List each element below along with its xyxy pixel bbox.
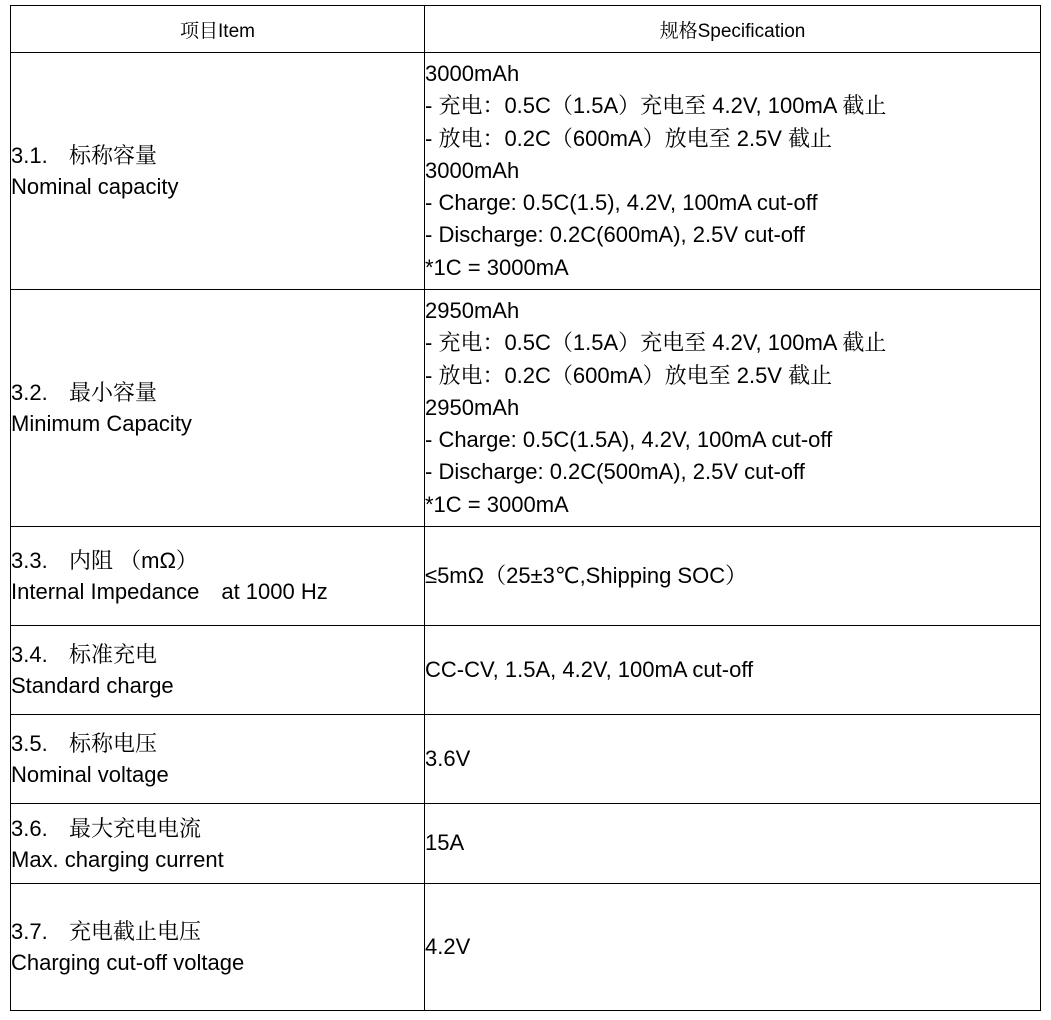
item-cell bbox=[11, 884, 425, 1011]
spec-line: - Charge: 0.5C(1.5), 4.2V, 100mA cut-off bbox=[425, 190, 818, 216]
spec-line: CC-CV, 1.5A, 4.2V, 100mA cut-off bbox=[425, 656, 754, 682]
specification-table bbox=[10, 5, 1041, 1011]
item-title-cn: 3.5. 标称电压 bbox=[11, 731, 158, 756]
item-title-en: Max. charging current bbox=[11, 846, 224, 872]
item-title-en: Nominal voltage bbox=[11, 762, 169, 787]
item-title-cn: 3.2. 最小容量 bbox=[11, 380, 158, 405]
item-title-en: Standard charge bbox=[11, 673, 174, 698]
item-cell bbox=[11, 715, 425, 804]
spec-line: 4.2V bbox=[425, 933, 471, 959]
item-title-cn: 3.1. 标称容量 bbox=[11, 143, 158, 168]
spec-cell bbox=[425, 527, 1041, 626]
spec-cell bbox=[425, 626, 1041, 715]
item-title-cn: 3.4. 标准充电 bbox=[11, 642, 158, 667]
spec-column-header: 规格Specification bbox=[425, 6, 1041, 53]
spec-line: 3000mAh bbox=[425, 61, 520, 87]
spec-line: *1C = 3000mA bbox=[425, 491, 569, 517]
spec-line: - 充电：0.5C（1.5A）充电至 4.2V, 100mA 截止 bbox=[425, 93, 887, 119]
spec-line: - Discharge: 0.2C(500mA), 2.5V cut-off bbox=[425, 459, 805, 485]
spec-line: - 充电：0.5C（1.5A）充电至 4.2V, 100mA 截止 bbox=[425, 330, 887, 356]
spec-cell bbox=[425, 884, 1041, 1011]
spec-line: - 放电：0.2C（600mA）放电至 2.5V 截止 bbox=[425, 362, 833, 388]
spec-cell bbox=[425, 53, 1041, 290]
header-row bbox=[11, 6, 1041, 53]
table-row bbox=[11, 715, 1041, 804]
spec-cell bbox=[425, 290, 1041, 527]
item-title-en: Internal Impedance at 1000 Hz bbox=[11, 579, 328, 604]
item-cell bbox=[11, 527, 425, 626]
spec-line: - 放电：0.2C（600mA）放电至 2.5V 截止 bbox=[425, 125, 833, 151]
table-row bbox=[11, 804, 1041, 884]
spec-line: 15A bbox=[425, 830, 465, 856]
spec-line: 2950mAh bbox=[425, 394, 520, 420]
table-row bbox=[11, 53, 1041, 290]
spec-cell bbox=[425, 804, 1041, 884]
table-row bbox=[11, 290, 1041, 527]
table-row bbox=[11, 626, 1041, 715]
item-title-en: Minimum Capacity bbox=[11, 411, 192, 436]
item-cell bbox=[11, 804, 425, 884]
item-title-en: Charging cut-off voltage bbox=[11, 950, 245, 975]
spec-line: 3.6V bbox=[425, 745, 471, 771]
item-title-cn: 3.7. 充电截止电压 bbox=[11, 919, 202, 944]
spec-cell bbox=[425, 715, 1041, 804]
item-cell bbox=[11, 626, 425, 715]
table-row bbox=[11, 527, 1041, 626]
table-row bbox=[11, 884, 1041, 1011]
spec-line: - Discharge: 0.2C(600mA), 2.5V cut-off bbox=[425, 222, 805, 248]
item-title-cn: 3.3. 内阻 （mΩ） bbox=[11, 548, 198, 573]
item-cell bbox=[11, 53, 425, 290]
spec-line: ≤5mΩ（25±3℃,Shipping SOC） bbox=[425, 562, 748, 588]
spec-line: 3000mAh bbox=[425, 157, 520, 183]
spec-line: 2950mAh bbox=[425, 298, 520, 324]
item-cell bbox=[11, 290, 425, 527]
item-title-cn: 3.6. 最大充电电流 bbox=[11, 815, 202, 841]
spec-line: *1C = 3000mA bbox=[425, 254, 569, 280]
item-column-header: 项目Item bbox=[11, 6, 425, 53]
item-title-en: Nominal capacity bbox=[11, 174, 179, 199]
spec-line: - Charge: 0.5C(1.5A), 4.2V, 100mA cut-off bbox=[425, 427, 833, 453]
